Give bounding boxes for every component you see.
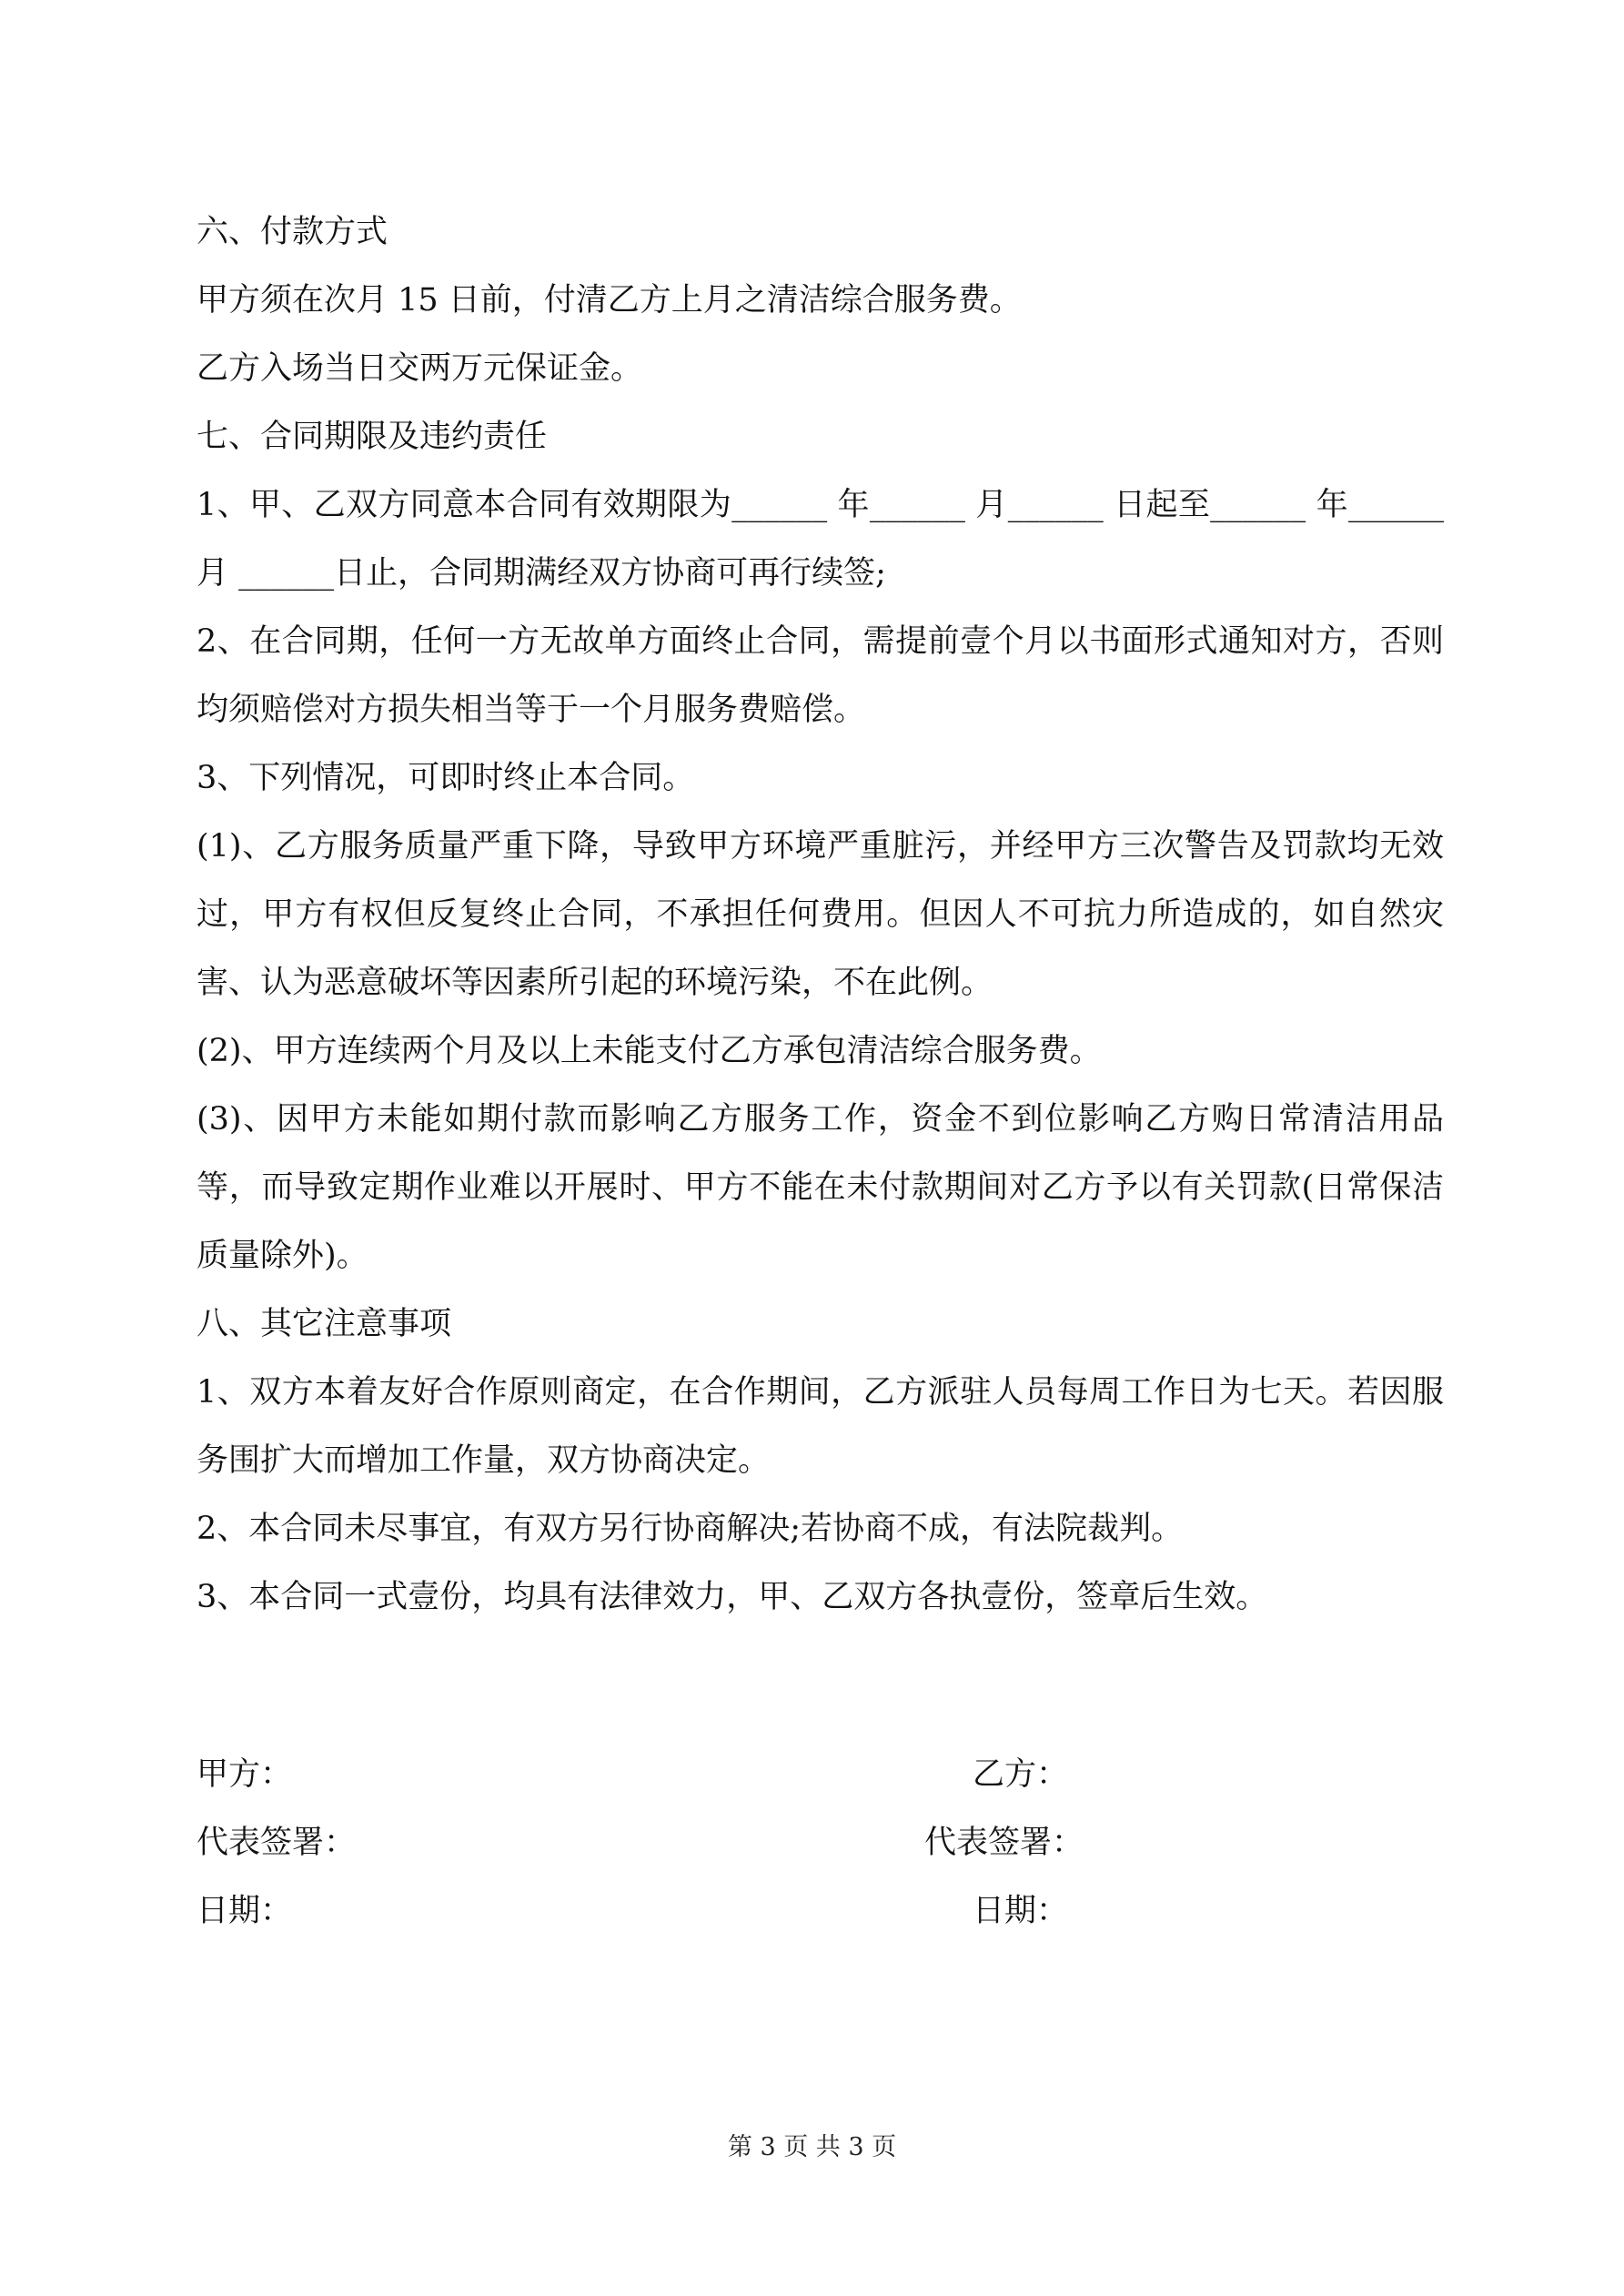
paragraph-deposit: 乙方入场当日交两万元保证金。 [197,350,643,387]
list-item-case-1: (1)、乙方服务质量严重下降，导致甲方环境严重脏污，并经甲方三次警告及罚款均无效过，甲方有权但反复终止合同，不承担任何费用。但因人不可抗力所造成的，如自然灾害、认为恶意破坏等因素所引起的环境污染，不在此例。 [197,828,1444,1001]
representative-a-label: 代表签署： [197,1825,357,1861]
list-item-case-3: (3)、因甲方未能如期付款而影响乙方服务工作，资金不到位影响乙方购日常清洁用品等，而导致定期作业难以开展时、甲方不能在未付款期间对乙方予以有关罚款(日常保洁质量除外)。 [197,1101,1444,1274]
contract-body [197,198,1444,1632]
paragraph-payment-deadline: 甲方须在次月 15 日前，付清乙方上月之清洁综合服务费。 [197,282,1022,319]
section-heading-payment: 六、付款方式 [197,214,388,250]
paragraph-term-period: 1、甲、乙双方同意本合同有效期限为______ 年______ 月______ 日起至______ 年______月 ______日止，合同期满经双方协商可再行续签; [197,487,1444,592]
paragraph-other-2: 2、本合同未尽事宜，有双方另行协商解决;若协商不成，有法院裁判。 [197,1511,1184,1547]
section-heading-term: 七、合同期限及违约责任 [197,419,548,455]
list-item-case-2: (2)、甲方连续两个月及以上未能支付乙方承包清洁综合服务费。 [197,1033,1102,1069]
section-heading-other: 八、其它注意事项 [197,1306,452,1342]
paragraph-other-1: 1、双方本着友好合作原则商定，在合作期间，乙方派驻人员每周工作日为七天。若因服务围扩大而增加工作量，双方协商决定。 [197,1374,1444,1479]
signature-row-party [197,1741,1444,1809]
party-a-label: 甲方： [197,1756,293,1793]
date-b-label: 日期： [973,1893,1069,1929]
date-a-label: 日期： [197,1893,293,1929]
paragraph-termination-cases: 3、下列情况，可即时终止本合同。 [197,760,695,796]
page-number: 第 3 页 共 3 页 [727,2133,897,2161]
paragraph-other-3: 3、本合同一式壹份，均具有法律效力，甲、乙双方各执壹份，签章后生效。 [197,1579,1268,1615]
party-b-label: 乙方： [973,1756,1069,1793]
signature-row-date [197,1877,1444,1946]
signature-block [197,1741,1444,1946]
representative-b-label: 代表签署： [924,1825,1084,1861]
signature-row-representative [197,1809,1444,1877]
paragraph-early-termination: 2、在合同期，任何一方无故单方面终止合同，需提前壹个月以书面形式通知对方，否则均须赔偿对方损失相当等于一个月服务费赔偿。 [197,623,1444,728]
